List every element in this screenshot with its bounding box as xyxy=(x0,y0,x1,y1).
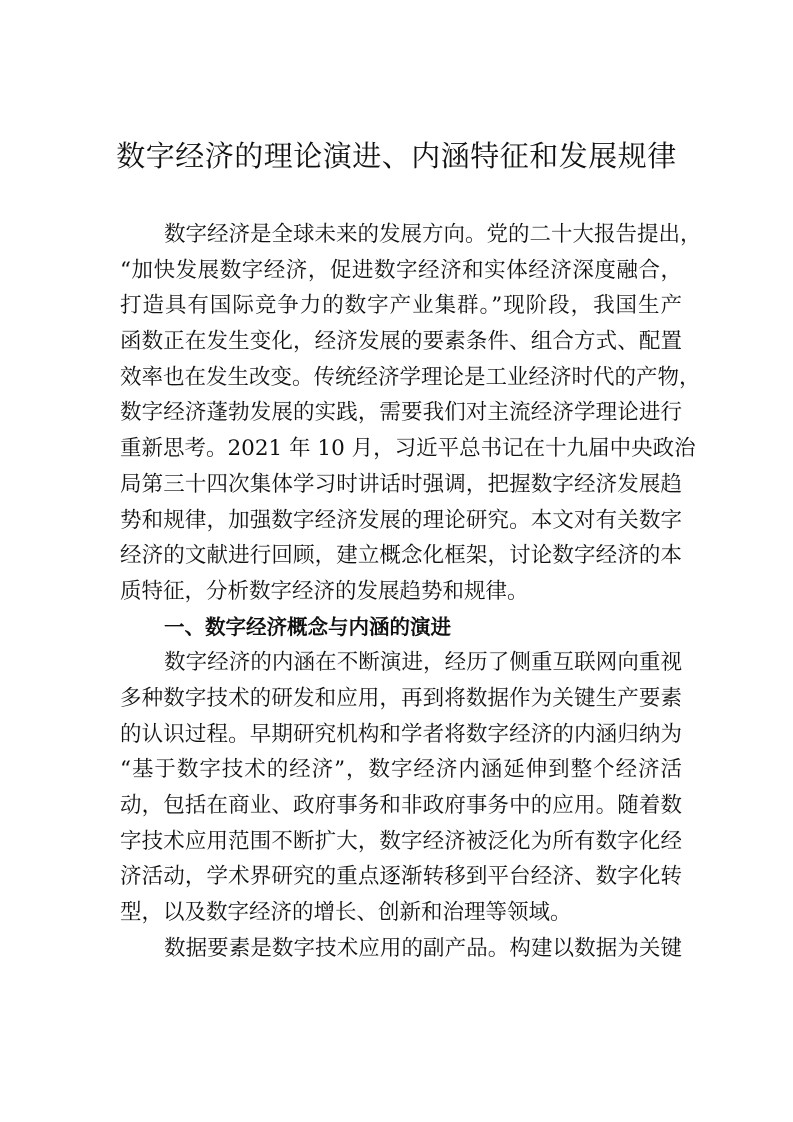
text-line: 字技术应用范围不断扩大，数字经济被泛化为所有数字化经 xyxy=(120,828,682,854)
text-line: 重新思考。2021 年 10 月，习近平总书记在十九届中央政治 xyxy=(120,436,696,462)
text-line: 函数正在发生变化，经济发展的要素条件、组合方式、配置 xyxy=(120,329,682,355)
text-line: 的认识过程。早期研究机构和学者将数字经济的内涵归纳为 xyxy=(120,721,682,747)
paragraph-intro xyxy=(120,217,702,610)
text-line: 型，以及数字经济的增长、创新和治理等领域。 xyxy=(120,900,572,926)
text-line: 打造具有国际竞争力的数字产业集群。”现阶段，我国生产 xyxy=(120,293,682,319)
text-line: 势和规律，加强数字经济发展的理论研究。本文对有关数字 xyxy=(120,507,682,533)
text-line: 数据要素是数字技术应用的副产品。构建以数据为关键 xyxy=(164,935,682,961)
section-heading: 一、数字经济概念与内涵的演进 xyxy=(164,614,451,639)
text-line: 数字经济的内涵在不断演进，经历了侧重互联网向重视 xyxy=(164,650,682,676)
paragraph-data-element xyxy=(120,931,682,967)
text-line: 经济的文献进行回顾，建立概念化框架，讨论数字经济的本 xyxy=(120,543,682,569)
text-line: 多种数字技术的研发和应用，再到将数据作为关键生产要素 xyxy=(120,685,682,711)
text-line: 动，包括在商业、政府事务和非政府事务中的应用。随着数 xyxy=(120,793,682,818)
text-line: 数字经济蓬勃发展的实践，需要我们对主流经济学理论进行 xyxy=(120,400,682,426)
text-line: 质特征，分析数字经济的发展趋势和规律。 xyxy=(120,578,529,604)
paragraph-concept xyxy=(120,645,682,931)
text-line: “加快发展数字经济，促进数字经济和实体经济深度融合， xyxy=(120,257,682,283)
document-body xyxy=(120,217,702,966)
text-line: 济活动，学术界研究的重点逐渐转移到平台经济、数字化转 xyxy=(120,864,682,890)
text-line: “基于数字技术的经济”，数字经济内涵延伸到整个经济活 xyxy=(120,757,682,783)
text-line: 效率也在发生改变。传统经济学理论是工业经济时代的产物， xyxy=(120,364,701,390)
document-title: 数字经济的理论演进、内涵特征和发展规律 xyxy=(116,139,677,173)
text-line: 局第三十四次集体学习时讲话时强调，把握数字经济发展趋 xyxy=(120,471,682,497)
text-line: 数字经济是全球未来的发展方向。党的二十大报告提出， xyxy=(164,222,702,247)
